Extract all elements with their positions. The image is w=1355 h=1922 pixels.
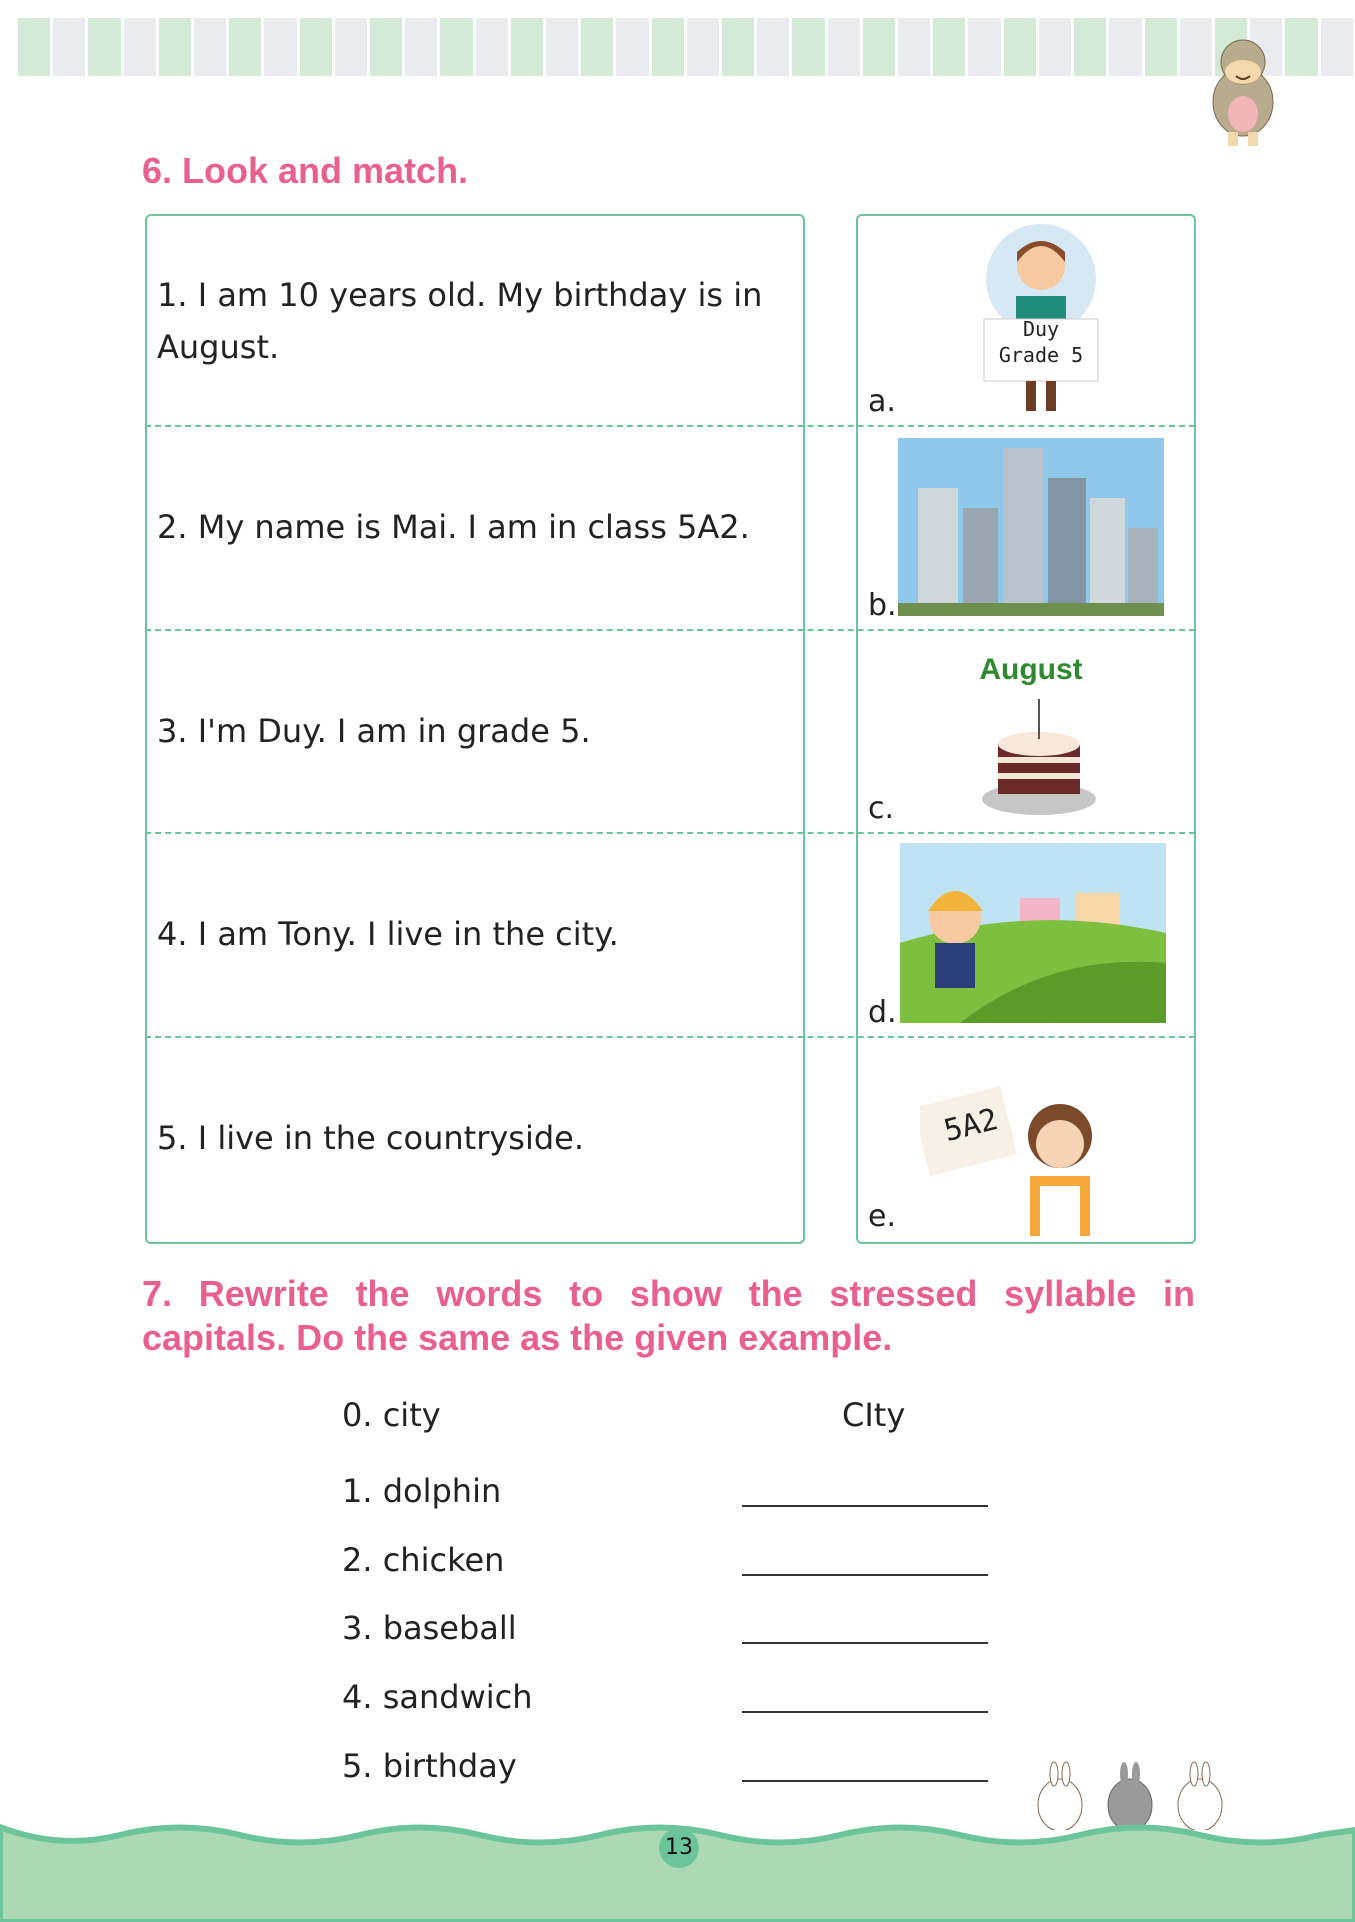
statement-1: 1. I am 10 years old. My birthday is in August. [157,275,763,366]
girl-with-sign-illustration [920,1076,1120,1236]
hippo-illustration [1198,32,1288,147]
answer-blank-1[interactable] [742,1505,988,1507]
picture-d [856,832,1192,1036]
statement-2: 2. My name is Mai. I am in class 5A2. [157,508,750,546]
word-item: 3. baseball [342,1609,517,1647]
example-answer: CIty [842,1396,906,1434]
example-word: 0. city [342,1396,441,1434]
picture-a [856,216,1192,425]
picture-c [856,629,1192,832]
birthday-cake-illustration [980,699,1098,819]
word-item: 5. birthday [342,1747,517,1785]
answer-blank-2[interactable] [742,1574,988,1576]
picture-b [856,425,1192,629]
countryside-boy-illustration [900,843,1166,1023]
answer-blank-5[interactable] [742,1780,988,1782]
picture-letter: d. [868,995,897,1030]
sign-grade: Grade 5 [998,343,1084,367]
answer-blank-3[interactable] [742,1642,988,1644]
statement-5: 5. I live in the countryside. [157,1119,585,1157]
word-item: 1. dolphin [342,1472,502,1510]
word-item: 4. sandwich [342,1678,533,1716]
exercise-7-title: 7. Rewrite the words to show the stressed syllable in capitals. Do the same as the given example. [142,1273,1195,1358]
picture-letter: c. [868,791,895,826]
class-sign: 5A2 [940,1101,1002,1150]
statement-3: 3. I'm Duy. I am in grade 5. [157,711,591,750]
exercise-6-title: 6. Look and match. [142,150,469,191]
sign-name: Duy [1022,317,1060,341]
picture-letter: e. [868,1199,896,1234]
answer-blank-4[interactable] [742,1711,988,1713]
picture-letter: a. [868,384,896,419]
page-number: 13 [659,1828,699,1868]
header-stripe [18,18,1353,76]
picture-e [856,1036,1192,1240]
word-item: 2. chicken [342,1541,505,1579]
cake-caption: August [979,653,1083,686]
statement-4: 4. I am Tony. I live in the city. [157,915,619,953]
city-illustration [898,438,1164,616]
picture-letter: b. [868,588,897,623]
